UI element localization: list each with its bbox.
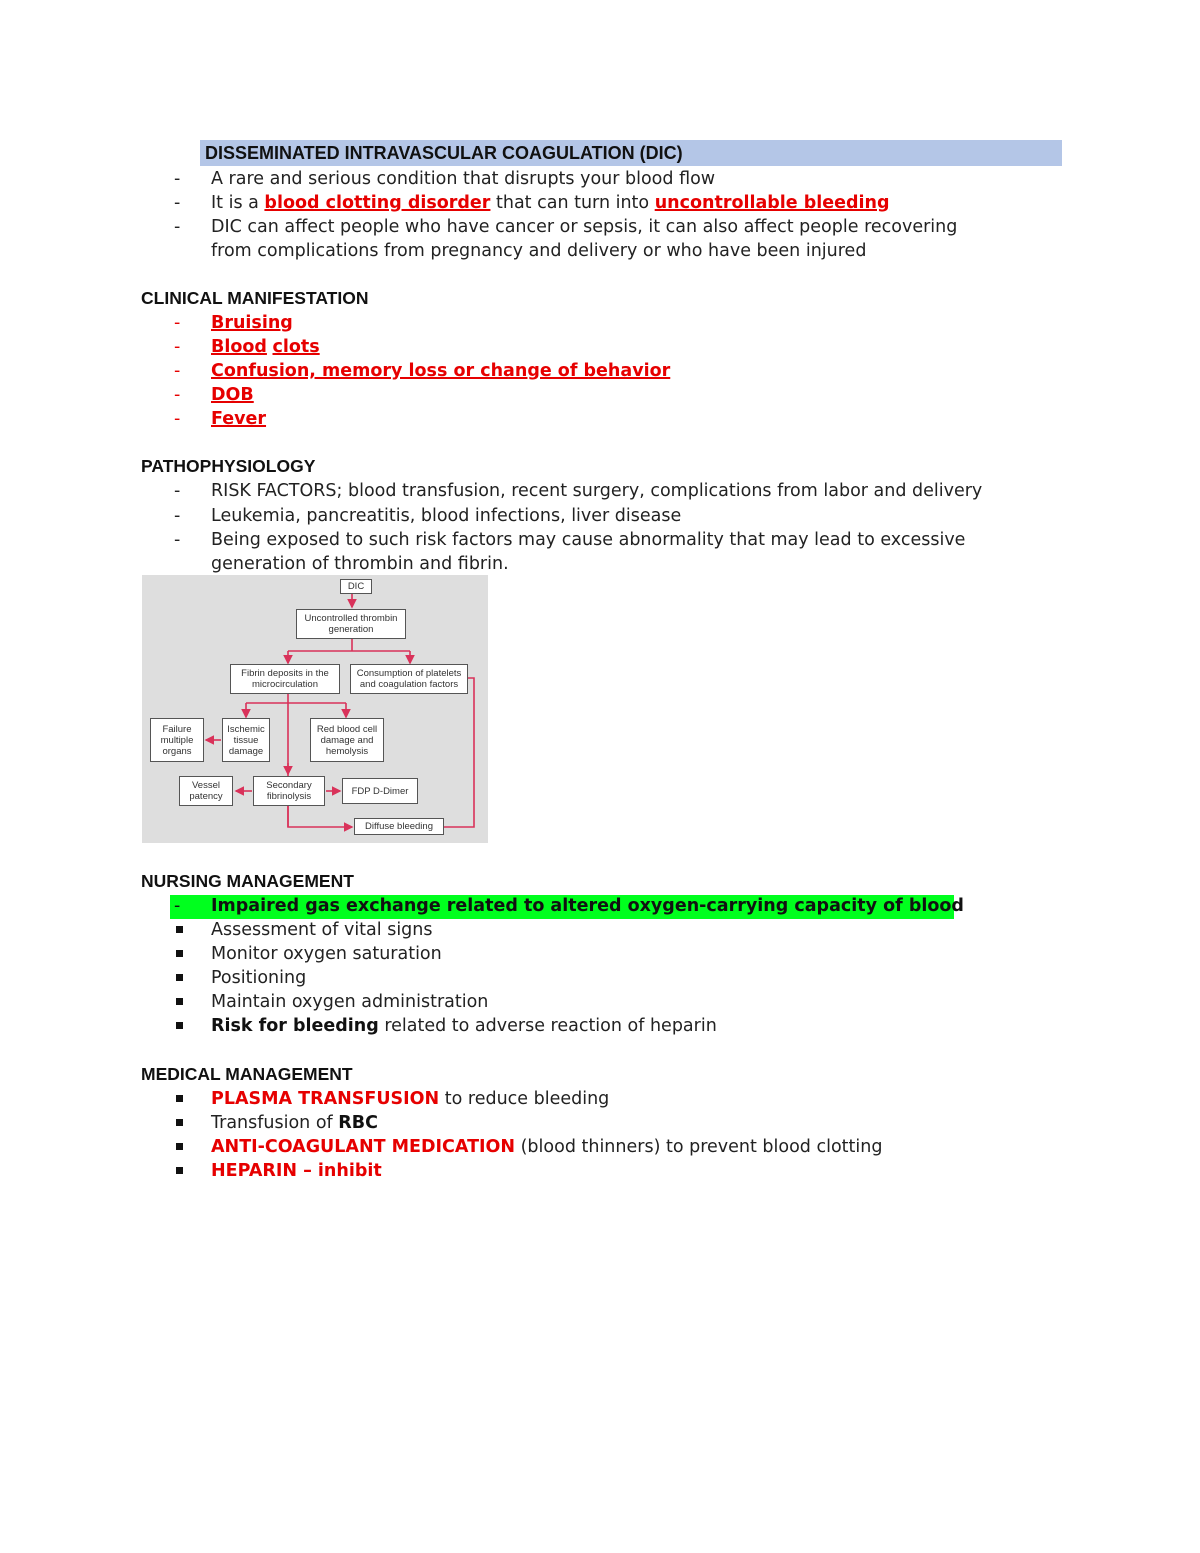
dic-flow-diagram (142, 575, 488, 843)
patho-item: Being exposed to such risk factors may cause abnormality that may lead to excessive (211, 530, 966, 550)
square-bullet-icon (176, 1119, 183, 1126)
patho-heading: PATHOPHYSIOLOGY (141, 456, 316, 476)
nursing-item: Positioning (211, 968, 307, 988)
nursing-diagnosis-highlight: Impaired gas exchange related to altered oxygen-carrying capacity of blood (211, 896, 964, 916)
clinical-item (211, 312, 293, 334)
medical-item (211, 1160, 382, 1182)
diagram-box-consumption: Consumption of platelets and coagulation factors (350, 664, 468, 694)
clinical-item (211, 384, 254, 406)
plasma-transfusion-label: PLASMA TRANSFUSION (211, 1089, 440, 1109)
diagram-box-vessel-patency: Vessel patency (179, 776, 233, 806)
nursing-item: Maintain oxygen administration (211, 992, 489, 1012)
dash-bullet: - (174, 361, 181, 381)
clinical-item-text: Bruising (211, 313, 293, 333)
dash-bullet: - (174, 385, 181, 405)
square-bullet-icon (176, 1022, 183, 1029)
dash-bullet: - (174, 409, 181, 429)
diagram-box-dic: DIC (340, 579, 372, 594)
intro-line-2-a: It is a (211, 193, 265, 213)
nursing-item (211, 1015, 717, 1037)
clinical-item (211, 336, 320, 358)
nursing-item-rest: related to adverse reaction of heparin (378, 1016, 717, 1036)
patho-item: RISK FACTORS; blood transfusion, recent surgery, complications from labor and delivery (211, 481, 983, 501)
medical-heading: MEDICAL MANAGEMENT (141, 1064, 353, 1084)
clinical-item-text: clots (272, 337, 320, 357)
intro-line-2-c: that can turn into (490, 193, 655, 213)
term-uncontrollable-bleeding: uncontrollable bleeding (654, 193, 890, 213)
nursing-item: Monitor oxygen saturation (211, 944, 442, 964)
dash-bullet: - (174, 217, 181, 237)
square-bullet-icon (176, 926, 183, 933)
clinical-item-text: Fever (211, 409, 267, 429)
patho-item-cont: generation of thrombin and fibrin. (211, 554, 509, 574)
clinical-heading: CLINICAL MANIFESTATION (141, 288, 369, 308)
diagram-box-ischemic-damage: Ischemic tissue damage (222, 718, 270, 762)
medical-item-rest: (blood thinners) to prevent blood clotting (515, 1137, 883, 1157)
square-bullet-icon (176, 1095, 183, 1102)
rbc-label: RBC (338, 1113, 378, 1133)
diagram-box-fibrin-deposits: Fibrin deposits in the microcirculation (230, 664, 340, 694)
diagram-box-uncontrolled-thrombin: Uncontrolled thrombin generation (296, 609, 406, 639)
square-bullet-icon (176, 950, 183, 957)
medical-item (211, 1088, 609, 1110)
medical-item-rest: to reduce bleeding (439, 1089, 610, 1109)
risk-for-bleeding-label: Risk for bleeding (211, 1016, 379, 1036)
medical-item (211, 1112, 378, 1134)
intro-line-1: A rare and serious condition that disrupts your blood flow (211, 169, 716, 189)
dash-bullet: - (174, 506, 181, 526)
diagram-box-fdp-d-dimer: FDP D-Dimer (342, 778, 418, 804)
anticoagulant-label: ANTI-COAGULANT MEDICATION (211, 1137, 516, 1157)
clinical-item-text: Confusion, memory loss or change of behavior (211, 361, 671, 381)
heparin-label: HEPARIN – inhibit (211, 1161, 382, 1181)
square-bullet-icon (176, 998, 183, 1005)
dash-bullet: - (174, 169, 181, 189)
diagram-box-secondary-fibrinolysis: Secondary fibrinolysis (253, 776, 325, 806)
patho-item: Leukemia, pancreatitis, blood infections, liver disease (211, 506, 682, 526)
nursing-item: Assessment of vital signs (211, 920, 433, 940)
term-blood-clotting-disorder: blood clotting disorder (264, 193, 491, 213)
clinical-item-text: DOB (211, 385, 254, 405)
square-bullet-icon (176, 1143, 183, 1150)
diagram-box-failure-organs: Failure multiple organs (150, 718, 204, 762)
page-title: DISSEMINATED INTRAVASCULAR COAGULATION (DIC) (205, 143, 683, 163)
intro-line-3: DIC can affect people who have cancer or sepsis, it can also affect people recovering (211, 217, 958, 237)
connector (422, 678, 474, 827)
diagram-box-rbc-damage: Red blood cell damage and hemolysis (310, 718, 384, 762)
clinical-item (211, 360, 670, 382)
dash-bullet: - (174, 337, 181, 357)
square-bullet-icon (176, 1167, 183, 1174)
intro-line-2 (211, 192, 890, 214)
dash-bullet: - (174, 896, 181, 916)
square-bullet-icon (176, 974, 183, 981)
dash-bullet: - (174, 481, 181, 501)
medical-item-text: Transfusion of (211, 1113, 339, 1133)
intro-line-3-cont: from complications from pregnancy and delivery or who have been injured (211, 241, 867, 261)
medical-item (211, 1136, 882, 1158)
dash-bullet: - (174, 530, 181, 550)
nursing-heading: NURSING MANAGEMENT (141, 871, 354, 891)
clinical-item-text: Blood (211, 337, 267, 357)
dash-bullet: - (174, 313, 181, 333)
diagram-box-diffuse-bleeding: Diffuse bleeding (354, 818, 444, 835)
clinical-item (211, 408, 266, 430)
dash-bullet: - (174, 193, 181, 213)
